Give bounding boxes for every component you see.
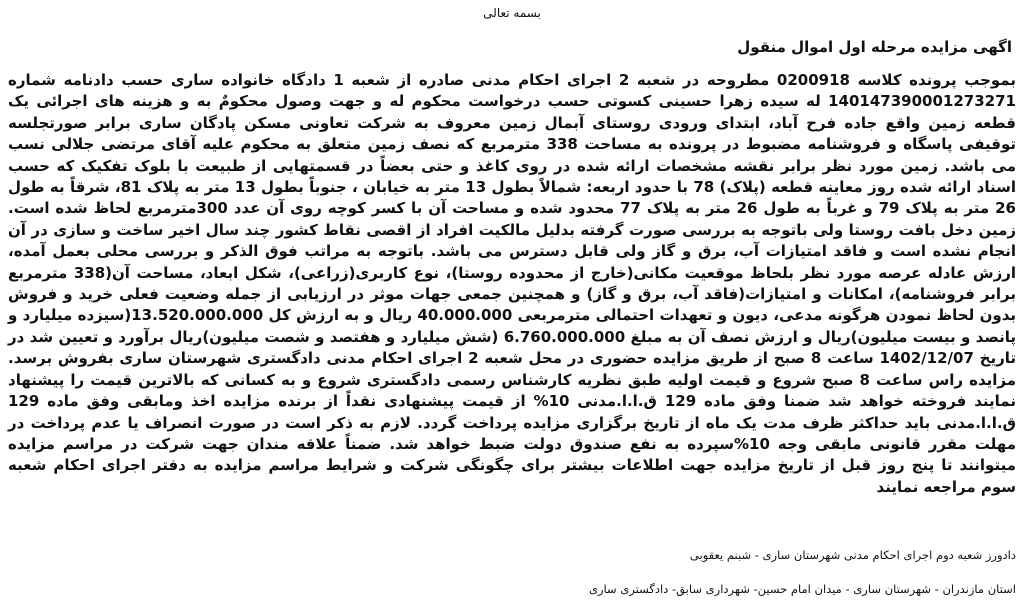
basmala-heading: بسمه تعالی	[483, 6, 541, 20]
signature-line: دادورز شعبه دوم اجرای احکام مدنی شهرستان ساری - شبنم یعقوبی	[689, 548, 1016, 562]
notice-body: بموجب پرونده کلاسه 0200918 مطروحه در شعبه 2 اجرای احکام مدنی صادره از شعبه 1 دادگاه خانواده ساری حسب دادنامه شماره 140147390001273271 له سیده زهرا حسینی کسوتی حسب درخواست محکوم له و جهت وصول محکومٌ به و هزینه های اجرائی یک قطعه زمین واقع جاده فرح آباد، ابتدای ورودی روستای آبمال زمین معروف به شرکت تعاونی مسکن پادگان ساری برابر صورتجلسه توقیفی پاسگاه و فروشنامه مضبوط در پرونده به مساحت 338 مترمربع که نصف زمین متعلق به محکوم علیه آقای مرتضی جلالی نسب می باشد. زمین مورد نظر برابر نقشه مشخصات ارائه شده در روی کاغذ و حتی بعضاً در قسمتهایی از طبیعت با بلوک تفکیک که حسب اسناد ارائه شده روز معاینه قطعه (پلاک) 78 با حدود اربعه: شمالاً بطول 13 متر به خیابان ، جنوباً بطول 13 متر به پلاک 81، شرقاً به طول 26 متر به پلاک 79 و غرباً به طول 26 متر به پلاک 77 محدود شده و مساحت آن با کسر کوچه روی آن عدد 300مترمربع لحاظ شده است. زمین دخل بافت روستا ولی باتوجه به بررسی صورت گرفته بدلیل مالکیت افراد از اقصی نقاط کشور چند سال اخیر ساخت و سازی در آن انجام نشده است و فاقد امتیازات آب، برق و گاز ولی قابل دسترس می باشد. باتوجه به مراتب فوق الذکر و بررسی محلی بعمل آمده، ارزش عادله عرصه مورد نظر بلحاظ موقعیت مکانی(خارج از محدوده روستا)، نوع کاربری(زراعی)، شکل ابعاد، مساحت آن(338 مترمربع برابر فروشنامه)، امکانات و امتیازات(فاقد آب، برق و گاز) و همچنین جمعی جهات موثر در ارزیابی از جمله وضعیت فعلی خرید و فروش بدون لحاظ نمودن هرگونه مدعی، دیون و تعهدات احتمالی مترمربعی 40.000.000 ریال و به ارزش کل 13.520.000.000(سیزده میلیارد و پانصد و بیست میلیون)ریال و ارزش نصف آن به مبلغ 6.760.000.000 (شش میلیارد و هفتصد و شصت میلیون)ریال برآورد و تعیین شد در تاریخ 1402/12/07 ساعت 8 صبح از طریق مزایده حضوری در محل شعبه 2 اجرای احکام مدنی دادگستری شهرستان ساری بفروش برسد. مزایده راس ساعت 8 صبح شروع و قیمت اولیه طبق نظریه کارشناس رسمی دادگستری شروع و به کسانی که بالاترین قیمت را پیشنهاد نمایند فروخته خواهد شد ضمنا وفق ماده 129 ق.ا.ا.مدنی 10% از قیمت پیشنهادی نقداً از برنده مزایده اخذ ومابقی وفق ماده 129 ق.ا.ا.مدنی باید حداکثر ظرف مدت یک ماه از تاریخ برگزاری مزایده پرداخت گردد. لازم به ذکر است در صورت انصراف یا عدم پرداخت در مهلت مقرر قانونی مابقی وجه 10%سپرده به نفع صندوق دولت ضبط خواهد شد. ضمناً علاقه مندان جهت شرکت در مراسم مزایده میتوانند تا پنج روز قبل از تاریخ مزایده جهت اطلاعات بیشتر برای چگونگی شرکت و شرایط مراسم مزایده به دفتر اجرای احکام شعبه سوم مراجعه نمایند	[8, 71, 1017, 496]
address-line: استان مازندران - شهرستان ساری - میدان امام حسین- شهرداری سابق- دادگستری ساری	[588, 582, 1016, 596]
notice-title: اگهی مزایده مرحله اول اموال منقول	[737, 38, 1012, 56]
